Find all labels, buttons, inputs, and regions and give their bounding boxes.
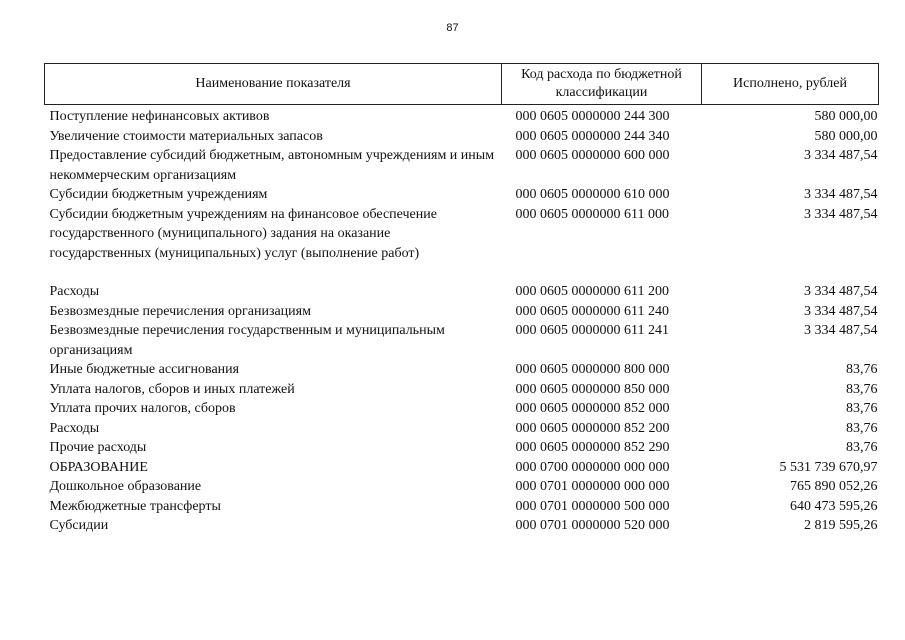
table-row (45, 127, 879, 147)
table-row (45, 185, 879, 205)
table-row (45, 497, 879, 517)
row-code: 000 0605 0000000 611 240 (515, 303, 669, 319)
row-code: 000 0605 0000000 611 200 (515, 284, 669, 299)
row-name: Дошкольное образование (49, 479, 202, 494)
table-row (45, 146, 879, 185)
row-code: 000 0701 0000000 500 000 (515, 498, 670, 514)
row-name: Прочие расходы (49, 440, 147, 455)
row-amount: 83,76 (846, 440, 878, 455)
table-row (45, 477, 879, 497)
row-code: 000 0605 0000000 852 000 (515, 401, 670, 416)
row-code: 000 0701 0000000 520 000 (515, 518, 670, 533)
row-amount: 83,76 (846, 401, 878, 416)
row-name: Безвозмездные перечисления организациям (49, 303, 311, 319)
table-row (45, 419, 879, 439)
row-code: 000 0701 0000000 000 000 (515, 479, 670, 494)
row-code: 000 0605 0000000 244 300 (515, 109, 670, 124)
header-indicator-name: Наименование показателя (45, 64, 502, 105)
row-name: Увеличение стоимости материальных запасов (49, 128, 323, 144)
row-name: Межбюджетные трансферты (49, 498, 221, 514)
row-code: 000 0605 0000000 852 200 (515, 420, 670, 436)
row-name: Субсидии бюджетным учреждениям на финансовое обеспечение государственного (муниципального) задания на оказание государственных (муниципальных) услуг (выполнение работ) (49, 206, 437, 261)
row-code: 000 0700 0000000 000 000 (515, 459, 670, 475)
header-executed-amount: Исполнено, рублей (702, 64, 879, 105)
spacer-cell (702, 263, 879, 282)
header-row (45, 64, 879, 105)
row-amount: 3 334 487,54 (804, 323, 878, 338)
table-row (45, 360, 879, 380)
row-amount: 2 819 595,26 (804, 518, 878, 533)
row-name: Безвозмездные перечисления государственным и муниципальным организациям (49, 323, 445, 358)
row-name: Расходы (49, 284, 100, 299)
budget-execution-table (44, 63, 879, 536)
row-amount: 83,76 (846, 420, 878, 436)
row-code: 000 0605 0000000 800 000 (515, 362, 670, 377)
spacer-cell (45, 263, 502, 282)
table-row (45, 205, 879, 264)
table-row (45, 438, 879, 458)
table-row (45, 458, 879, 478)
table-row (45, 380, 879, 400)
row-code: 000 0605 0000000 850 000 (515, 381, 670, 397)
spacer-cell (502, 263, 702, 282)
row-name: ОБРАЗОВАНИЕ (49, 459, 148, 475)
table-row (45, 516, 879, 536)
spacer-row (45, 263, 879, 282)
table-row (45, 282, 879, 302)
row-code: 000 0605 0000000 611 241 (515, 323, 669, 338)
table-body (45, 105, 879, 536)
row-code: 000 0605 0000000 611 000 (515, 206, 669, 222)
row-name: Уплата налогов, сборов и иных платежей (49, 381, 295, 397)
row-name: Расходы (49, 420, 100, 436)
row-amount: 3 334 487,54 (804, 303, 878, 319)
table-row (45, 302, 879, 322)
row-amount: 765 890 052,26 (790, 479, 878, 494)
page-number: 87 (446, 22, 459, 34)
table-row (45, 105, 879, 127)
table-row (45, 321, 879, 360)
row-code: 000 0605 0000000 610 000 (515, 187, 670, 202)
row-amount: 3 334 487,54 (804, 206, 878, 222)
row-name: Поступление нефинансовых активов (49, 109, 270, 124)
header-budget-code: Код расхода по бюджетной классификации (502, 64, 702, 105)
row-amount: 3 334 487,54 (804, 148, 878, 163)
row-name: Предоставление субсидий бюджетным, автономным учреждениям и иным некоммерческим организациям (49, 148, 495, 183)
row-amount: 640 473 595,26 (790, 498, 878, 514)
row-amount: 3 334 487,54 (804, 187, 878, 202)
row-name: Иные бюджетные ассигнования (49, 362, 240, 377)
table-row (45, 399, 879, 419)
row-amount: 5 531 739 670,97 (779, 459, 878, 475)
row-amount: 3 334 487,54 (804, 284, 878, 299)
row-code: 000 0605 0000000 600 000 (515, 148, 670, 163)
row-amount: 580 000,00 (814, 128, 878, 144)
row-amount: 83,76 (846, 381, 878, 397)
table-header (45, 64, 879, 105)
row-code: 000 0605 0000000 852 290 (515, 440, 670, 455)
row-name: Субсидии (49, 518, 109, 533)
row-code: 000 0605 0000000 244 340 (515, 128, 670, 144)
row-name: Уплата прочих налогов, сборов (49, 401, 236, 416)
row-amount: 83,76 (846, 362, 878, 377)
row-name: Субсидии бюджетным учреждениям (49, 187, 268, 202)
row-amount: 580 000,00 (814, 109, 878, 124)
